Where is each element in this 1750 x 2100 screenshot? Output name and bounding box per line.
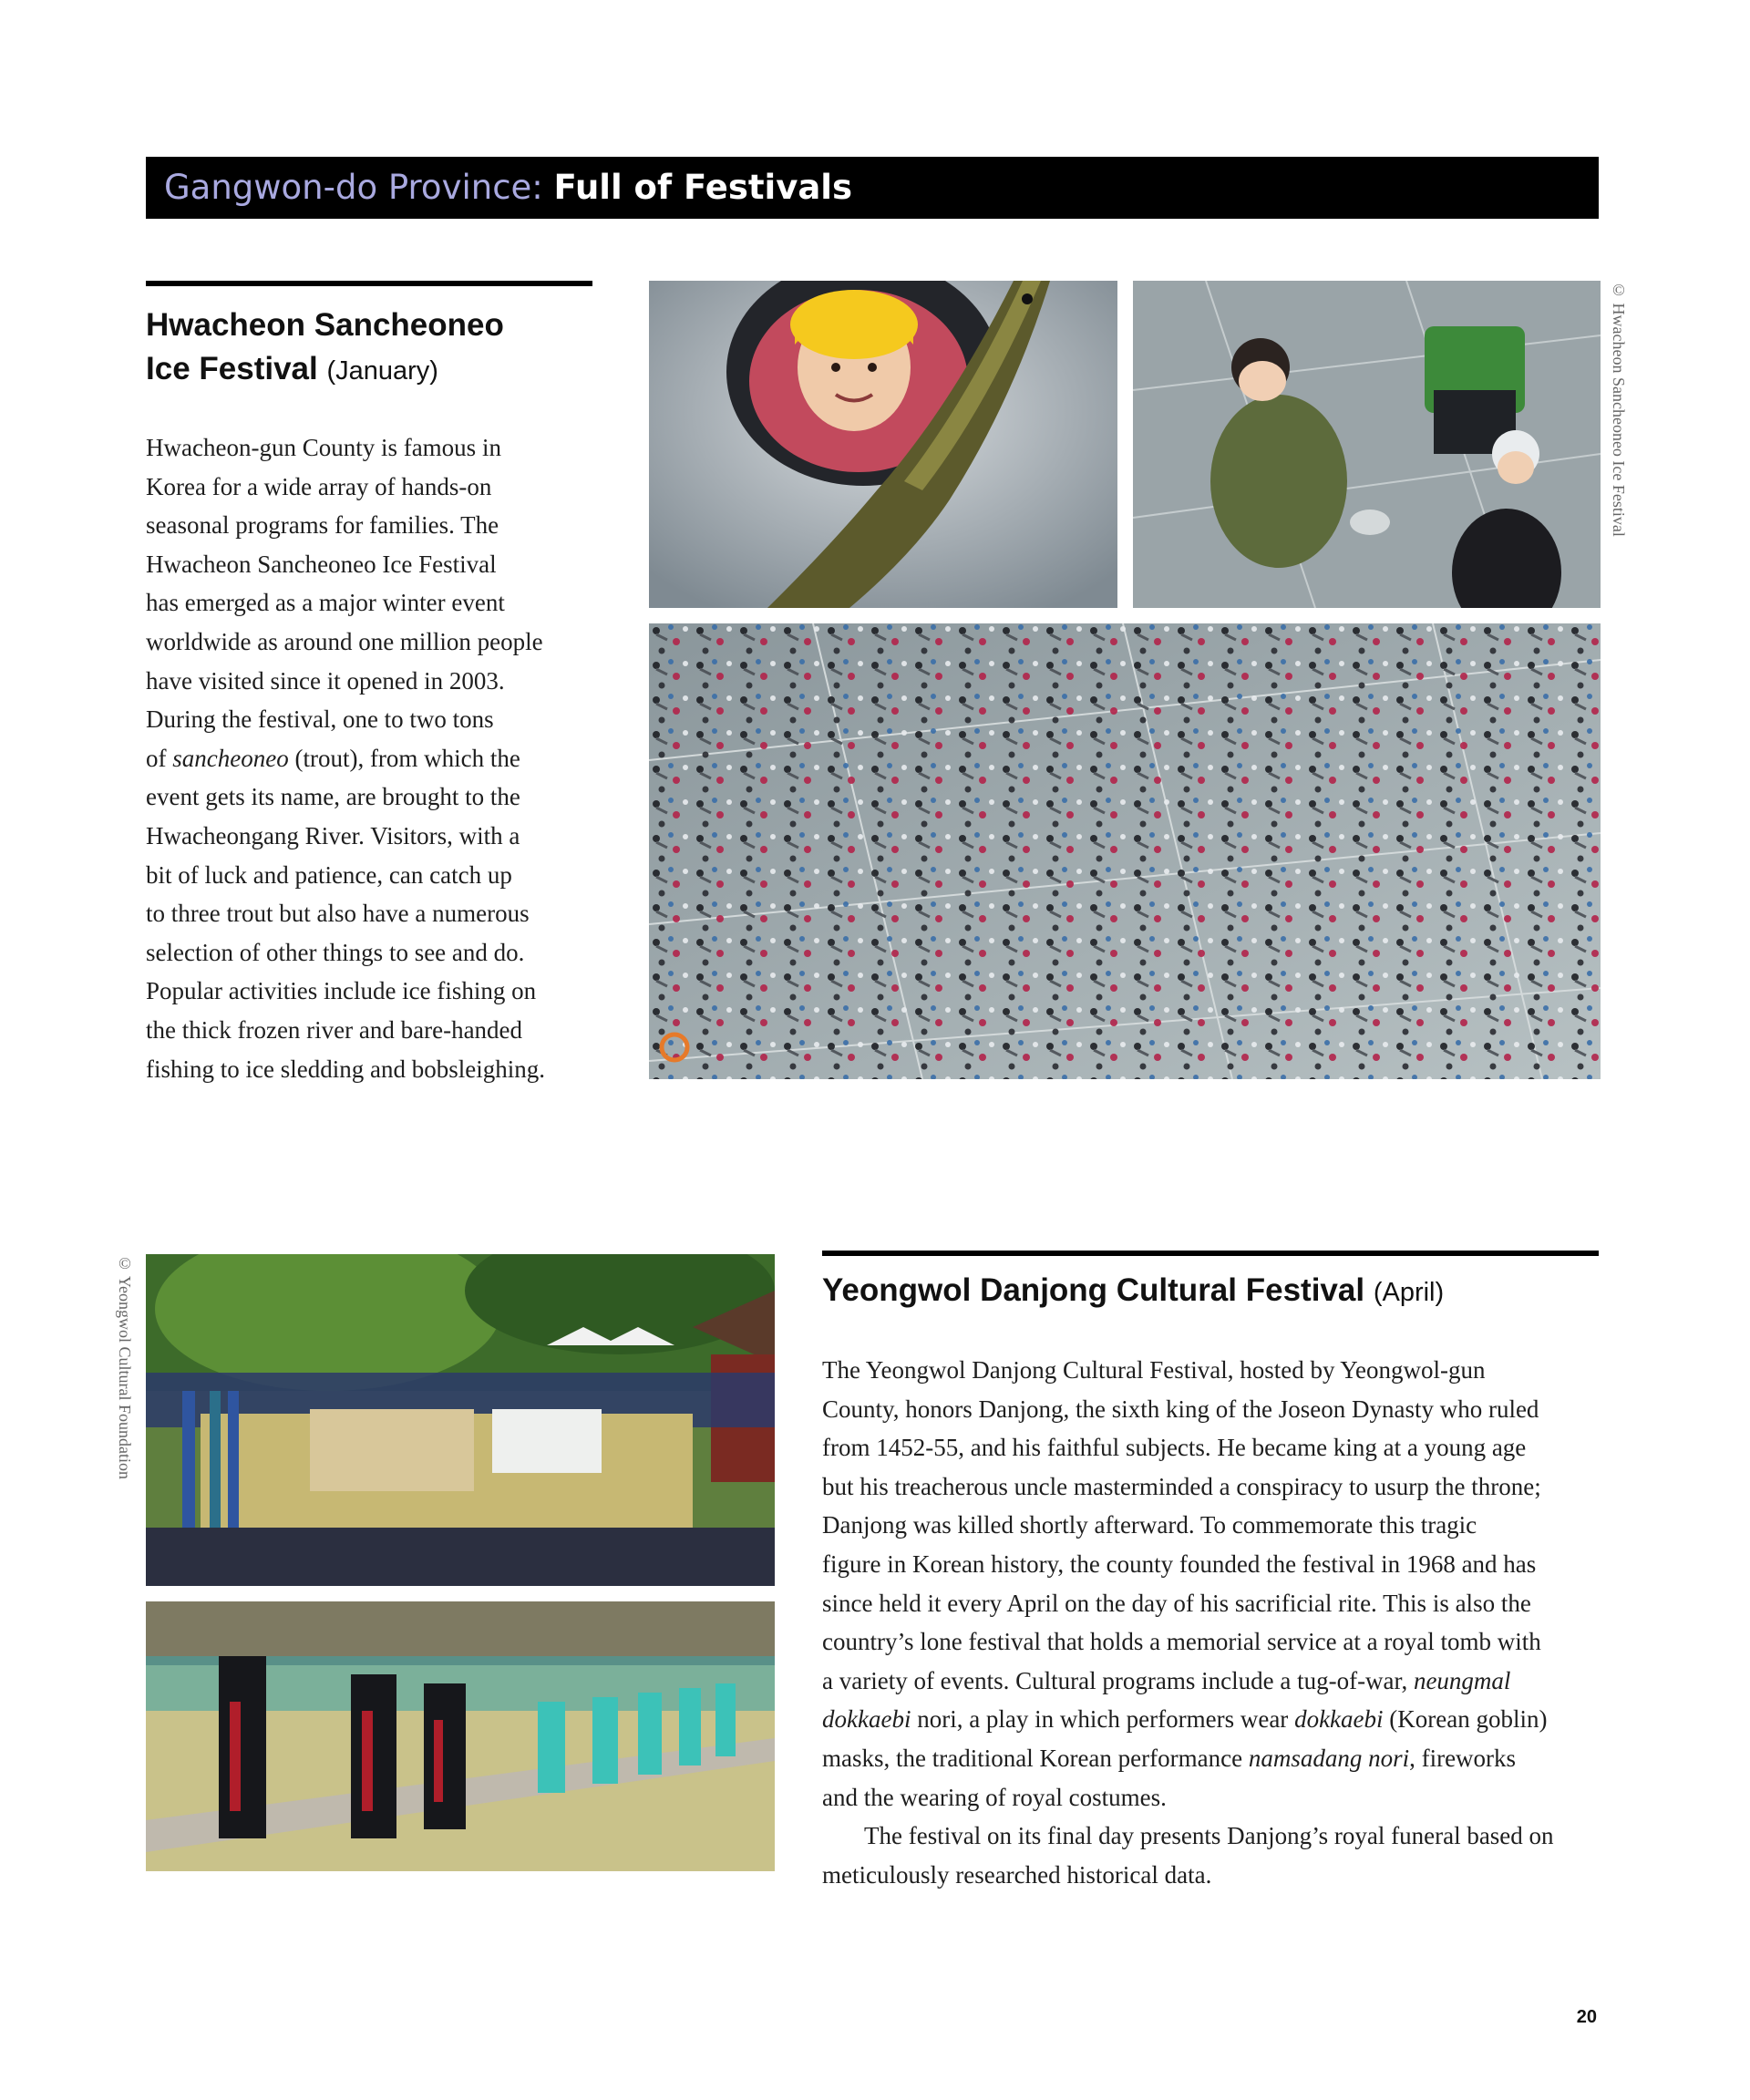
- photo-credit-yeongwol: © Yeongwol Cultural Foundation: [116, 1254, 134, 1480]
- page-title-prefix: Gangwon-do Province:: [164, 168, 543, 207]
- hwacheon-title-line2: [146, 347, 592, 393]
- hwacheon-title-line1: Hwacheon Sancheoneo: [146, 307, 504, 343]
- text-line: [146, 739, 602, 778]
- text-line: since held it every April on the day of his sacrificial rite. This is also the: [822, 1589, 1531, 1617]
- yeongwol-title: Yeongwol Danjong Cultural Festival: [822, 1272, 1365, 1308]
- yeongwol-heading: [822, 1269, 1599, 1314]
- hwacheon-body: [146, 428, 602, 1088]
- text-run: (trout), from which the: [288, 744, 520, 772]
- header-banner: [146, 157, 1599, 219]
- photo-family-ice-fishing: [1133, 281, 1601, 608]
- text-line: fishing to ice sledding and bobsleighing.: [146, 1055, 545, 1083]
- page-number: 20: [1576, 2007, 1597, 2027]
- text-line: Danjong was killed shortly afterward. To commemorate this tragic: [822, 1511, 1477, 1539]
- yeongwol-body: [822, 1351, 1606, 1894]
- text-run: of: [146, 744, 173, 772]
- text-line: bit of luck and patience, can catch up: [146, 860, 512, 889]
- photo-royal-procession: [146, 1601, 775, 1871]
- photo-ceremony-royal-tomb: [146, 1254, 775, 1586]
- page-title: [164, 168, 852, 207]
- hwacheon-heading: [146, 304, 592, 393]
- text-line: Hwacheon-gun County is famous in: [146, 434, 501, 461]
- text-line: worldwide as around one million people: [146, 627, 543, 655]
- text-line: Korea for a wide array of hands-on: [146, 472, 492, 500]
- hwacheon-title-name: Ice Festival: [146, 351, 318, 386]
- text-line: selection of other things to see and do.: [146, 938, 525, 966]
- text-line: figure in Korean history, the county founded the festival in 1968 and has: [822, 1549, 1537, 1578]
- text-line: During the festival, one to two tons: [146, 705, 494, 734]
- yeongwol-month: (April): [1373, 1278, 1445, 1307]
- section-rule-yeongwol: [822, 1251, 1599, 1256]
- section-rule-hwacheon: [146, 281, 592, 286]
- text-line: seasonal programs for families. The: [146, 511, 499, 540]
- text-line: have visited since it opened in 2003.: [146, 666, 505, 695]
- term-neungmal: neungmal: [1413, 1666, 1511, 1694]
- text-line: event gets its name, are brought to the: [146, 783, 520, 811]
- hwacheon-month: (January): [326, 356, 438, 386]
- text-line: meticulously researched historical data.: [822, 1860, 1212, 1889]
- yeongwol-title-line: [822, 1269, 1599, 1314]
- text-line: Hwacheon Sancheoneo Ice Festival: [146, 550, 497, 578]
- text-run: masks, the traditional Korean performance: [822, 1744, 1249, 1772]
- text-line: has emerged as a major winter event: [146, 589, 505, 617]
- text-line: [822, 1739, 1606, 1778]
- term-dokkaebi: dokkaebi: [1294, 1705, 1384, 1734]
- text-line: from 1452-55, and his faithful subjects. He became king at a young age: [822, 1434, 1527, 1462]
- text-line: but his treacherous uncle masterminded a conspiracy to usurp the throne;: [822, 1472, 1541, 1500]
- text-line: Hwacheongang River. Visitors, with a: [146, 821, 520, 849]
- text-run: nori, a play in which performers wear: [911, 1705, 1295, 1734]
- text-line: country’s lone festival that holds a memorial service at a royal tomb with: [822, 1628, 1541, 1656]
- page-title-main: Full of Festivals: [553, 168, 853, 207]
- term-dokkaebi: dokkaebi: [822, 1705, 911, 1734]
- text-line: [822, 1662, 1606, 1701]
- term-namsadang-nori: namsadang nori: [1248, 1744, 1410, 1772]
- photo-credit-hwacheon: © Hwacheon Sancheoneo Ice Festival: [1610, 281, 1628, 537]
- text-line: and the wearing of royal costumes.: [822, 1783, 1167, 1811]
- text-line: the thick frozen river and bare-handed: [146, 1015, 523, 1044]
- text-line: Popular activities include ice fishing on: [146, 977, 537, 1005]
- photo-aerial-crowd: [649, 623, 1601, 1079]
- text-run: (Korean goblin): [1383, 1705, 1548, 1734]
- text-line: County, honors Danjong, the sixth king of the Joseon Dynasty who ruled: [822, 1395, 1539, 1423]
- text-run: a variety of events. Cultural programs include a tug-of-war,: [822, 1666, 1414, 1694]
- text-run: , fireworks: [1409, 1744, 1517, 1772]
- text-line: The festival on its final day presents Danjong’s royal funeral based on: [864, 1822, 1554, 1850]
- text-line: [822, 1700, 1606, 1739]
- text-line: The Yeongwol Danjong Cultural Festival, hosted by Yeongwol-gun: [822, 1356, 1486, 1384]
- text-line: to three trout but also have a numerous: [146, 900, 530, 928]
- photo-child-with-fish: [649, 281, 1117, 608]
- term-sancheoneo: sancheoneo: [172, 744, 289, 772]
